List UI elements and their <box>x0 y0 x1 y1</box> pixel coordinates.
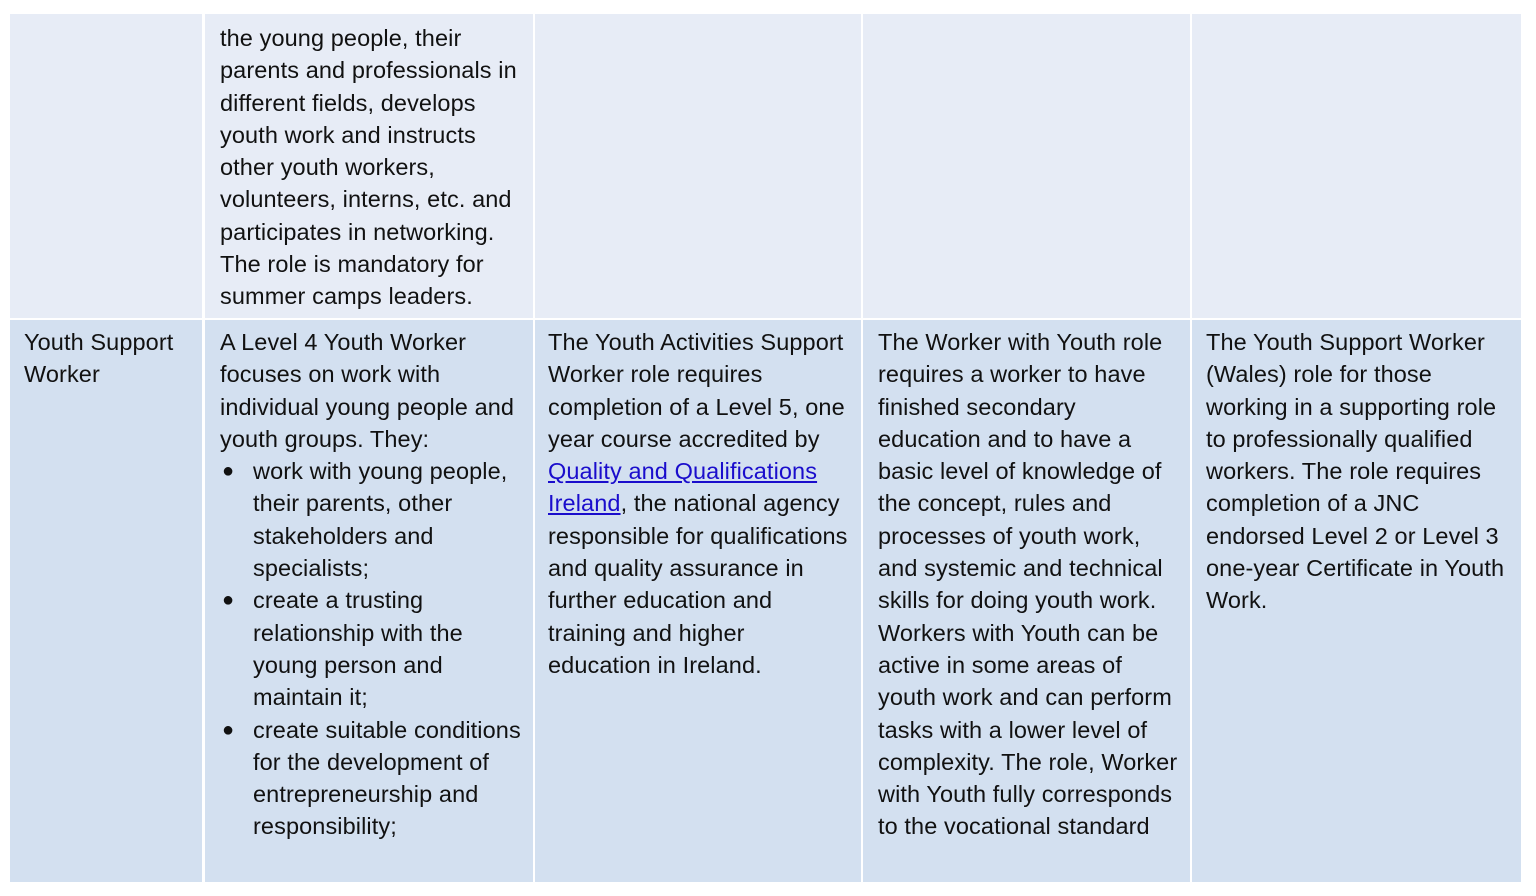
bullet-icon: ● <box>222 589 235 612</box>
list-item <box>220 584 521 713</box>
duties-list <box>220 455 521 843</box>
table-cell-worker-with-youth <box>863 320 1190 882</box>
list-item-text: work with young people, their parents, other stakeholders and specialists; <box>253 458 508 582</box>
table-cell-wales <box>1192 14 1521 318</box>
list-item-text: create suitable conditions for the development of entrepreneurship and responsibility; <box>253 716 521 840</box>
role-name: Youth Support Worker <box>24 329 174 388</box>
cell-text: The Worker with Youth role requires a worker to have finished secondary education and to have a basic level of knowledge of the concept, rules and processes of youth work, and systemic and technical skills for doing youth work. Workers with Youth can be active in some areas of youth work and can perform tasks with a lower level of complexity. The role, Worker with Youth fully corresponds to the vocational standard <box>878 329 1178 840</box>
table-cell-role <box>10 14 202 318</box>
cell-text <box>548 326 849 681</box>
table-cell-role <box>10 320 202 882</box>
cell-text-after-link: , the national agency responsible for qualifications and quality assurance in further education and training and higher education in Ireland. <box>548 490 848 678</box>
table-row <box>10 320 1521 882</box>
cell-text: the young people, their parents and professionals in different fields, develops youth work and instructs other youth workers, volunteers, interns, etc. and participates in networking. The role is mandatory for summer camps leaders. <box>220 25 517 310</box>
table-cell-wales <box>1192 320 1521 882</box>
list-item <box>220 455 521 584</box>
table-cell-level4-continued <box>205 14 533 318</box>
list-item-text: create a trusting relationship with the young person and maintain it; <box>253 587 463 711</box>
cell-intro-text: A Level 4 Youth Worker focuses on work with individual young people and youth groups. They: <box>220 329 515 452</box>
qqi-link[interactable]: Quality and Qualifications Ireland <box>548 458 818 517</box>
cell-text: The Youth Support Worker (Wales) role for those working in a supporting role to professionally qualified workers. The role requires completion of a JNC endorsed Level 2 or Level 3 one-year Certificate in Youth Work. <box>1206 329 1505 614</box>
table-cell-level4 <box>205 320 533 882</box>
bullet-icon: ● <box>222 718 235 741</box>
table-cell-ireland <box>535 14 861 318</box>
cell-text-before-link: The Youth Activities Support Worker role requires completion of a Level 5, one year course accredited by <box>548 329 845 452</box>
table-row <box>10 14 1521 318</box>
roles-table <box>10 14 1521 882</box>
list-item <box>220 714 521 843</box>
table-cell-ireland <box>535 320 861 882</box>
table-cell-worker-with-youth <box>863 14 1190 318</box>
bullet-icon: ● <box>222 460 235 483</box>
